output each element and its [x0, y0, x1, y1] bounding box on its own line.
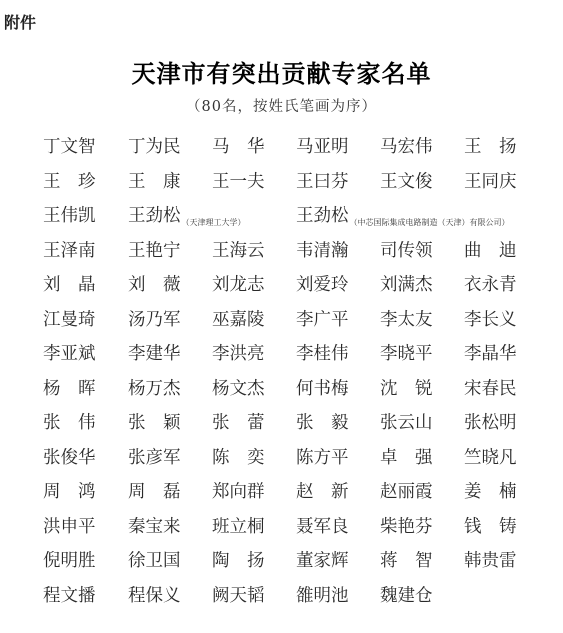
expert-name	[128, 548, 181, 574]
expert-name	[296, 583, 349, 609]
expert-name	[296, 341, 349, 367]
expert-name-text: 何书梅	[296, 378, 349, 399]
expert-name-text: 杨万杰	[128, 378, 181, 399]
expert-name	[212, 272, 265, 298]
expert-name	[128, 134, 181, 160]
expert-name-text: 沈 锐	[380, 378, 433, 399]
expert-name	[380, 272, 433, 298]
expert-name-text: 李洪亮	[212, 344, 265, 364]
name-row	[0, 341, 563, 376]
name-row	[0, 583, 563, 618]
expert-name-text: 李长义	[464, 309, 517, 330]
expert-name-text: 蒋 智	[380, 551, 433, 571]
expert-name-text: 刘满杰	[380, 275, 433, 295]
expert-name	[128, 514, 181, 540]
name-row	[0, 238, 563, 273]
expert-name	[380, 169, 433, 195]
expert-name	[296, 410, 349, 436]
expert-name	[128, 583, 181, 609]
expert-name	[128, 169, 181, 195]
name-row	[0, 479, 563, 514]
document-subtitle: （80名，按姓氏笔画为序）	[186, 99, 377, 115]
expert-name	[43, 410, 96, 436]
expert-name	[212, 169, 265, 195]
expert-name-text: 魏建仓	[380, 585, 433, 606]
name-row	[0, 548, 563, 583]
expert-name-text: 巫嘉陵	[212, 309, 265, 330]
expert-name	[296, 479, 349, 505]
expert-name	[212, 445, 265, 471]
expert-name-text: 刘 晶	[43, 275, 96, 295]
expert-name-text: 王 康	[128, 171, 181, 192]
expert-name	[464, 307, 517, 333]
expert-name	[128, 479, 181, 505]
expert-name	[296, 445, 349, 471]
expert-name-text: 王泽南	[43, 240, 96, 261]
expert-name	[128, 307, 181, 333]
expert-name	[464, 410, 517, 436]
expert-name	[212, 479, 265, 505]
expert-name-text: 赵 新	[296, 482, 349, 502]
expert-name	[43, 238, 96, 264]
expert-name	[380, 341, 433, 367]
expert-name-text: 王同庆	[464, 171, 517, 192]
expert-name-text: 马 华	[212, 137, 265, 157]
expert-name	[43, 583, 96, 609]
expert-name-text: 周 鸿	[43, 482, 96, 502]
expert-name-text: 程保义	[128, 585, 181, 606]
expert-name-text: 聂军良	[296, 516, 349, 537]
expert-name-text: 宋春民	[464, 378, 517, 399]
expert-name-text: 倪明胜	[43, 551, 96, 571]
expert-name-text: 卓 强	[380, 447, 433, 468]
expert-name-text: 王劲松	[296, 206, 349, 226]
expert-name-text: 李亚斌	[43, 344, 96, 364]
expert-name	[296, 307, 349, 333]
expert-name	[43, 169, 96, 195]
expert-name	[380, 445, 433, 471]
affiliation-note: （天津理工大学）	[181, 218, 246, 227]
expert-name-text: 江曼琦	[43, 309, 96, 330]
expert-name-text: 王艳宁	[128, 240, 181, 261]
expert-name-text: 竺晓凡	[464, 447, 517, 468]
expert-name-text: 秦宝来	[128, 516, 181, 537]
expert-name	[464, 479, 517, 505]
expert-name-text: 张 颖	[128, 413, 181, 433]
expert-name	[43, 548, 96, 574]
expert-name	[212, 341, 265, 367]
expert-name-text: 李太友	[380, 309, 433, 330]
expert-name	[296, 376, 349, 402]
expert-name	[128, 238, 181, 264]
expert-name	[380, 376, 433, 402]
expert-name-text: 韦清瀚	[296, 240, 349, 261]
expert-name-text: 李广平	[296, 309, 349, 330]
expert-name-text: 丁文智	[43, 137, 96, 157]
expert-name-text: 司传领	[380, 240, 433, 261]
expert-name	[464, 341, 517, 367]
name-row	[0, 169, 563, 204]
expert-name	[380, 479, 433, 505]
expert-name-text: 马亚明	[296, 137, 349, 157]
expert-name	[128, 410, 181, 436]
expert-name-text: 杨 晖	[43, 378, 96, 399]
expert-name	[43, 134, 96, 160]
expert-name	[380, 514, 433, 540]
expert-name-text: 张 毅	[296, 413, 349, 433]
name-row	[0, 410, 563, 445]
expert-name-text: 郑向群	[212, 482, 265, 502]
expert-name-text: 姜 楠	[464, 482, 517, 502]
expert-name-text: 陶 扬	[212, 551, 265, 571]
expert-name	[212, 583, 265, 609]
expert-name-text: 班立桐	[212, 516, 265, 537]
expert-name-text: 张 伟	[43, 413, 96, 433]
name-row	[0, 514, 563, 549]
expert-name	[43, 445, 96, 471]
expert-name-text: 钱 铸	[464, 516, 517, 537]
expert-name	[464, 514, 517, 540]
expert-name	[43, 514, 96, 540]
expert-name-text: 张彦军	[128, 447, 181, 468]
expert-name	[464, 169, 517, 195]
expert-name	[212, 238, 265, 264]
expert-name-text: 曲 迪	[464, 240, 517, 261]
expert-name-text: 韩贵雷	[464, 551, 517, 571]
expert-name	[128, 341, 181, 367]
expert-name	[212, 514, 265, 540]
expert-name-text: 张 蕾	[212, 413, 265, 433]
name-row	[0, 134, 563, 169]
expert-name-text: 丁为民	[128, 137, 181, 157]
expert-name	[380, 307, 433, 333]
expert-name	[43, 376, 96, 402]
expert-name-text: 王 珍	[43, 171, 96, 192]
expert-name	[296, 169, 349, 195]
affiliation-note: （中芯国际集成电路制造（天津）有限公司）	[349, 218, 510, 227]
document-title: 天津市有突出贡献专家名单	[131, 60, 432, 88]
expert-name	[296, 548, 349, 574]
expert-name-text: 马宏伟	[380, 137, 433, 157]
expert-name	[212, 548, 265, 574]
expert-name-text: 阙天韬	[212, 585, 265, 606]
expert-name-text: 衣永青	[464, 275, 517, 295]
expert-name	[43, 272, 96, 298]
expert-name-text: 柴艳芬	[380, 516, 433, 537]
expert-name	[464, 134, 517, 160]
expert-name	[296, 134, 349, 160]
expert-name-text: 陈方平	[296, 447, 349, 468]
expert-name-text: 程文播	[43, 585, 96, 606]
expert-name-text: 刘爱玲	[296, 275, 349, 295]
expert-name-text: 杨文杰	[212, 378, 265, 399]
expert-name	[380, 238, 433, 264]
expert-name	[128, 376, 181, 402]
expert-name-text: 周 磊	[128, 482, 181, 502]
expert-name	[43, 341, 96, 367]
expert-name	[212, 410, 265, 436]
expert-name	[43, 479, 96, 505]
name-row	[0, 203, 563, 238]
expert-name	[128, 203, 246, 236]
name-row	[0, 307, 563, 342]
expert-name-text: 王伟凯	[43, 206, 96, 226]
expert-name-text: 王 扬	[464, 137, 517, 157]
expert-name-list	[0, 134, 563, 617]
expert-name-text: 张松明	[464, 413, 517, 433]
expert-name-text: 王海云	[212, 240, 265, 261]
expert-name-text: 王曰芬	[296, 171, 349, 192]
expert-name-text: 李晓平	[380, 344, 433, 364]
expert-name	[464, 548, 517, 574]
expert-name	[380, 583, 433, 609]
expert-name	[212, 307, 265, 333]
name-row	[0, 272, 563, 307]
expert-name-text: 李建华	[128, 344, 181, 364]
expert-name	[380, 410, 433, 436]
expert-name	[380, 134, 433, 160]
expert-name-text: 汤乃军	[128, 309, 181, 330]
expert-name	[212, 376, 265, 402]
expert-name-text: 洪申平	[43, 516, 96, 537]
expert-name	[464, 238, 517, 264]
name-row	[0, 445, 563, 480]
expert-name	[43, 307, 96, 333]
expert-name	[464, 445, 517, 471]
expert-name-text: 张云山	[380, 413, 433, 433]
expert-name	[380, 548, 433, 574]
name-row	[0, 376, 563, 411]
expert-name-text: 张俊华	[43, 447, 96, 468]
expert-name	[464, 272, 517, 298]
expert-name	[128, 272, 181, 298]
expert-name	[296, 203, 510, 236]
expert-name-text: 雒明池	[296, 585, 349, 606]
expert-name-text: 赵丽霞	[380, 482, 433, 502]
expert-name-text: 王一夫	[212, 171, 265, 192]
attachment-label: 附件	[4, 13, 37, 32]
expert-name-text: 王文俊	[380, 171, 433, 192]
expert-name	[212, 134, 265, 160]
expert-name-text: 刘龙志	[212, 275, 265, 295]
expert-name-text: 李桂伟	[296, 344, 349, 364]
expert-name-text: 刘 薇	[128, 275, 181, 295]
expert-name-text: 陈 奕	[212, 447, 265, 468]
expert-name-text: 徐卫国	[128, 551, 181, 571]
expert-name	[464, 376, 517, 402]
expert-name-text: 李晶华	[464, 344, 517, 364]
expert-name-text: 董家辉	[296, 551, 349, 571]
expert-name	[43, 203, 96, 229]
expert-name-text: 王劲松	[128, 206, 181, 226]
expert-name	[296, 514, 349, 540]
expert-name	[128, 445, 181, 471]
expert-name	[296, 238, 349, 264]
expert-name	[296, 272, 349, 298]
